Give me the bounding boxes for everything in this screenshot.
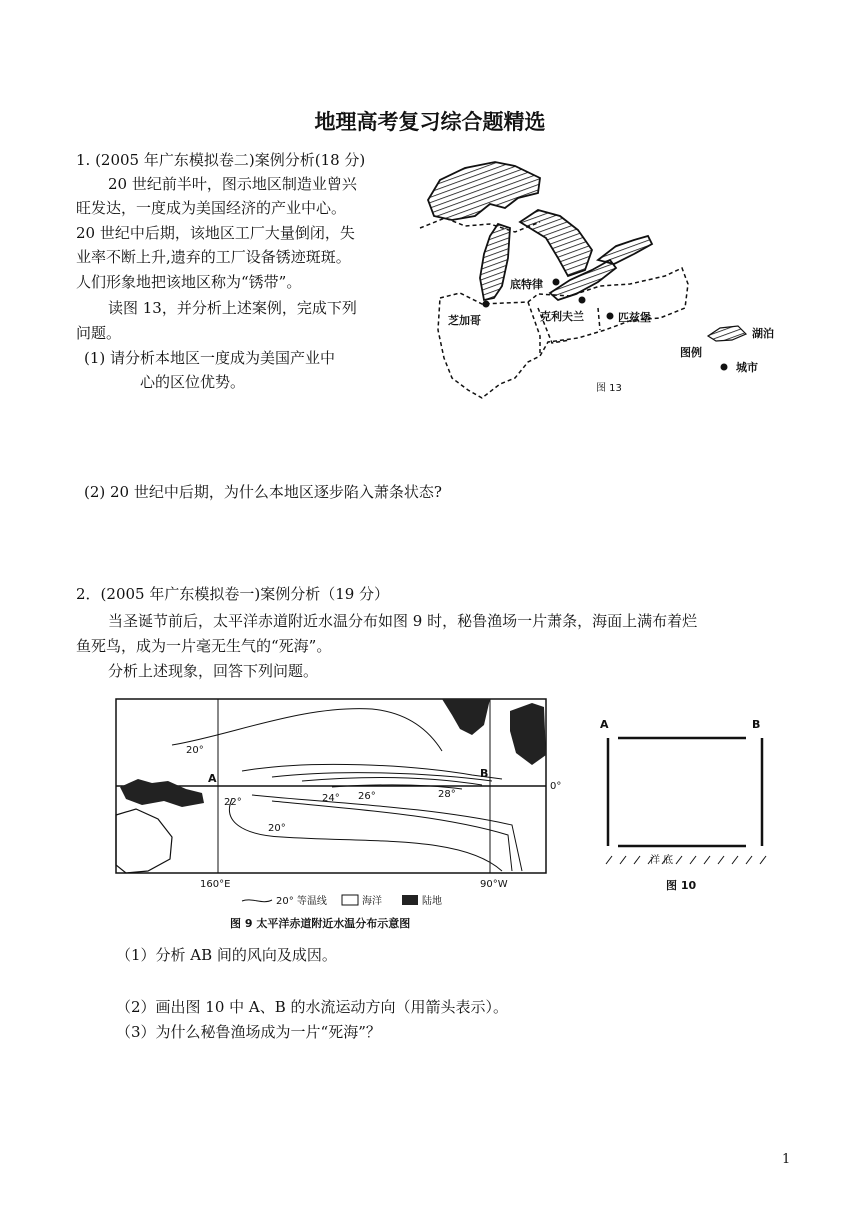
legend-land-swatch [402, 895, 418, 905]
isotherm-label: 20° [186, 745, 204, 756]
q2-para-line: 分析上述现象，回答下列问题。 [108, 662, 319, 680]
longitude-label: 160°E [200, 879, 231, 890]
lake-superior [428, 162, 540, 220]
city-label-chicago: 芝加哥 [448, 314, 481, 327]
q1-para-line: 问题。 [76, 324, 122, 342]
figure-9-caption: 图 9 太平洋赤道附近水温分布示意图 [230, 917, 411, 930]
equator-label: 0° [550, 781, 562, 792]
q2-heading: 2．(2005 年广东模拟卷一)案例分析（19 分） [76, 585, 390, 603]
lake-michigan [480, 224, 510, 300]
figure-10-caption: 图 10 [666, 879, 697, 892]
lake-huron [520, 210, 592, 276]
fig10-a-label: A [600, 718, 609, 731]
page-number: 1 [782, 1152, 791, 1167]
city-label-detroit: 底特律 [510, 278, 543, 291]
q1-para-line: 旺发达，一度成为美国经济的产业中心。 [76, 199, 347, 217]
q2-sub2: （2）画出图 10 中 A、B 的水流运动方向（用箭头表示）。 [116, 998, 509, 1016]
q1-para-line: 业率不断上升,遗弃的工厂设备锈迹斑斑。 [76, 248, 351, 266]
legend-city-icon [721, 364, 728, 371]
legend-ocean: 海洋 [362, 896, 382, 907]
isotherm-label: 28° [438, 789, 456, 800]
legend-land: 陆地 [422, 896, 442, 907]
map-figure-13 [420, 158, 800, 408]
isotherm-label: 24° [322, 793, 340, 804]
isotherm-label: 26° [358, 791, 376, 802]
isotherm-label: 22° [224, 797, 242, 808]
q1-sub1-line: 心的区位优势。 [140, 373, 246, 391]
legend-lake-icon [708, 326, 746, 341]
city-label-cleveland: 克利夫兰 [540, 310, 584, 323]
lake-ontario [598, 236, 652, 264]
legend-lake-label: 湖泊 [752, 327, 774, 340]
q1-sub2: (2) 20 世纪中后期，为什么本地区逐步陷入萧条状态? [84, 483, 442, 501]
q1-para-line: 20 世纪中后期，该地区工厂大量倒闭，失 [76, 224, 355, 242]
figure-13-caption: 图 13 [596, 383, 622, 394]
figure-9-map [112, 695, 562, 935]
city-label-pittsburgh: 匹兹堡 [618, 311, 651, 324]
point-b-label: B [480, 767, 489, 780]
longitude-label: 90°W [480, 879, 508, 890]
q1-para-line: 人们形象地把该地区称为“锈带”。 [76, 273, 302, 291]
q2-para-line: 当圣诞节前后，太平洋赤道附近水温分布如图 9 时，秘鲁渔场一片萧条，海面上满布着烂 [108, 612, 698, 630]
legend-title: 图例 [680, 346, 702, 359]
city-marker [483, 301, 490, 308]
figure-10-diagram [596, 712, 786, 897]
q1-heading: 1. (2005 年广东模拟卷二)案例分析(18 分) [76, 151, 366, 169]
point-a-label: A [208, 772, 217, 785]
q2-sub1: （1）分析 AB 间的风向及成因。 [116, 946, 337, 964]
q1-para-line: 20 世纪前半叶，图示地区制造业曾兴 [108, 175, 357, 193]
city-marker [607, 313, 614, 320]
fig10-b-label: B [752, 718, 761, 731]
q1-para-line: 读图 13，并分析上述案例，完成下列 [108, 299, 357, 317]
legend-ocean-swatch [342, 895, 358, 905]
city-marker [579, 297, 586, 304]
q1-sub1-line: (1) 请分析本地区一度成为美国产业中 [84, 349, 336, 367]
isotherm-label: 20° [268, 823, 286, 834]
legend-isotherm: 20° 等温线 [276, 896, 327, 907]
legend-city-label: 城市 [736, 361, 758, 374]
city-marker [553, 279, 560, 286]
page-title: 地理高考复习综合题精选 [314, 110, 546, 134]
fig10-seabed-label: 洋 底 [650, 855, 674, 866]
q2-sub3: （3）为什么秘鲁渔场成为一片“死海”？ [116, 1023, 381, 1041]
q2-para-line: 鱼死鸟，成为一片毫无生气的“死海”。 [76, 637, 332, 655]
